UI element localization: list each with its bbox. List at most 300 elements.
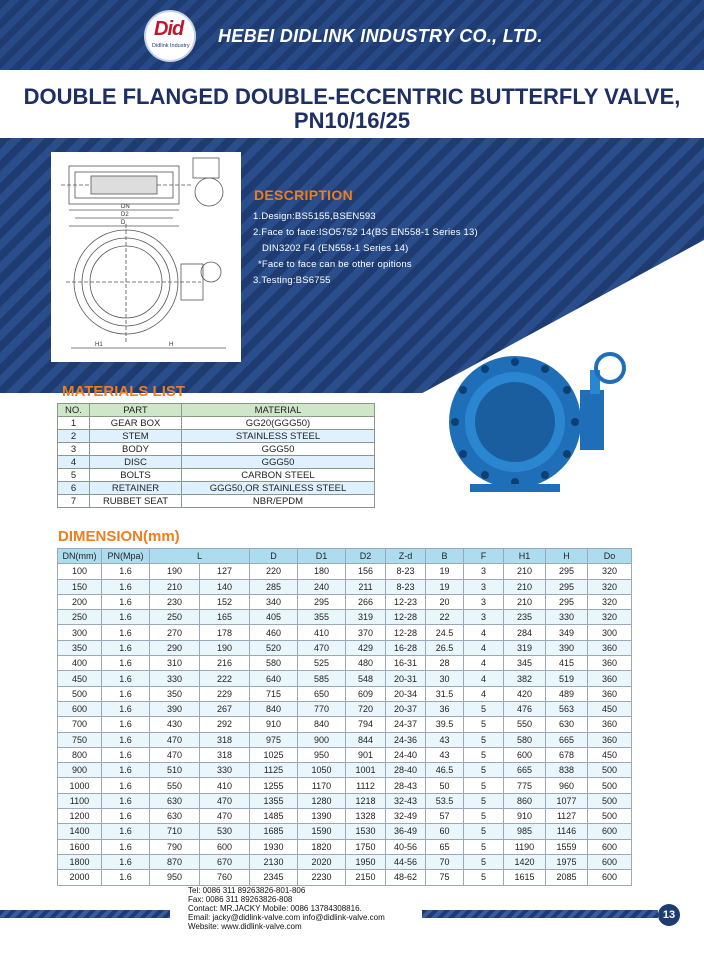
dimension-cell: 2230 xyxy=(298,870,346,885)
dimension-cell: 36 xyxy=(426,701,464,716)
dimension-cell: 1.6 xyxy=(102,717,150,732)
dimension-cell: 5 xyxy=(464,793,504,808)
dimension-cell: 5 xyxy=(464,839,504,854)
dimension-cell: 24-37 xyxy=(386,717,426,732)
table-row xyxy=(58,417,375,430)
dimension-cell: 500 xyxy=(588,778,632,793)
dimension-cell: 156 xyxy=(346,564,386,579)
dimension-cell: 2130 xyxy=(250,854,298,869)
dimension-cell: 1.6 xyxy=(102,610,150,625)
dimension-cell: 295 xyxy=(546,594,588,609)
dimension-cell: 210 xyxy=(504,579,546,594)
dimension-cell: 1001 xyxy=(346,763,386,778)
dimension-cell: 4 xyxy=(464,640,504,655)
page-number: 13 xyxy=(658,904,680,926)
dimension-cell: 140 xyxy=(200,579,250,594)
dimension-cell: 1975 xyxy=(546,854,588,869)
dimension-cell: 678 xyxy=(546,747,588,762)
dimension-cell: 470 xyxy=(200,793,250,808)
dimension-cell: 1.6 xyxy=(102,594,150,609)
company-name: HEBEI DIDLINK INDUSTRY CO., LTD. xyxy=(218,26,543,46)
dimension-cell: 24-36 xyxy=(386,732,426,747)
dimension-cell: 216 xyxy=(200,656,250,671)
dimension-cell: 65 xyxy=(426,839,464,854)
dimension-cell: 295 xyxy=(546,579,588,594)
materials-cell: 4 xyxy=(58,456,90,469)
dimension-cell: 210 xyxy=(504,594,546,609)
materials-cell: 5 xyxy=(58,469,90,482)
dimension-cell: 470 xyxy=(298,640,346,655)
dimension-cell: 870 xyxy=(150,854,200,869)
dimension-cell: 43 xyxy=(426,747,464,762)
dimension-cell: 630 xyxy=(546,717,588,732)
dimension-cell: 1590 xyxy=(298,824,346,839)
dimension-cell: 44-56 xyxy=(386,854,426,869)
dimension-cell: 665 xyxy=(546,732,588,747)
materials-cell: GGG50,OR STAINLESS STEEL xyxy=(182,482,375,495)
dimension-cell: 295 xyxy=(298,594,346,609)
dimension-cell: 319 xyxy=(346,610,386,625)
table-row xyxy=(58,430,375,443)
dimension-cell: 320 xyxy=(588,564,632,579)
dimension-cell: 53.5 xyxy=(426,793,464,808)
table-row xyxy=(58,747,632,762)
dimension-cell: 1820 xyxy=(298,839,346,854)
dimension-cell: 600 xyxy=(200,839,250,854)
dimension-cell: 450 xyxy=(588,747,632,762)
dimension-cell: 240 xyxy=(298,579,346,594)
dimension-cell: 1.6 xyxy=(102,809,150,824)
dimension-cell: 519 xyxy=(546,671,588,686)
dimension-cell: 1190 xyxy=(504,839,546,854)
dimension-cell: 60 xyxy=(426,824,464,839)
description-line: *Face to face can be other opitions xyxy=(258,259,412,270)
drawing-label-d: D xyxy=(121,220,126,226)
dimension-cell: 12-23 xyxy=(386,594,426,609)
dimension-cell: 1355 xyxy=(250,793,298,808)
dimension-cell: 1.6 xyxy=(102,747,150,762)
dimension-cell: 284 xyxy=(504,625,546,640)
description-line: DIN3202 F4 (EN558-1 Series 14) xyxy=(262,243,409,254)
materials-table xyxy=(57,403,375,508)
footer-line: Website: www.didlink-valve.com xyxy=(188,922,302,931)
materials-header-cell: MATERIAL xyxy=(182,404,375,417)
dimension-cell: 720 xyxy=(346,701,386,716)
dimension-cell: 1.6 xyxy=(102,824,150,839)
dimension-cell: 28-43 xyxy=(386,778,426,793)
dimension-cell: 350 xyxy=(58,640,102,655)
dimension-cell: 901 xyxy=(346,747,386,762)
table-row xyxy=(58,763,632,778)
dimension-cell: 270 xyxy=(150,625,200,640)
footer-line: Email: jacky@didlink-valve.com info@didlink-valve.com xyxy=(188,913,385,922)
dimension-cell: 300 xyxy=(58,625,102,640)
dimension-header-cell: H xyxy=(546,549,588,564)
dimension-cell: 550 xyxy=(150,778,200,793)
dimension-cell: 1127 xyxy=(546,809,588,824)
dimension-cell: 12-28 xyxy=(386,625,426,640)
footer-line: Fax: 0086 311 89263826-808 xyxy=(188,895,293,904)
dimension-cell: 775 xyxy=(504,778,546,793)
dimension-header-cell: Z-d xyxy=(386,549,426,564)
dimension-cell: 1390 xyxy=(298,809,346,824)
dimension-cell: 1170 xyxy=(298,778,346,793)
logo-mark: Did xyxy=(154,18,184,40)
dimension-cell: 1.6 xyxy=(102,701,150,716)
dimension-cell: 480 xyxy=(346,656,386,671)
dimension-cell: 5 xyxy=(464,701,504,716)
dimension-cell: 585 xyxy=(298,671,346,686)
dimension-cell: 600 xyxy=(588,854,632,869)
table-row xyxy=(58,564,632,579)
dimension-cell: 4 xyxy=(464,656,504,671)
dimension-cell: 2150 xyxy=(346,870,386,885)
dimension-cell: 267 xyxy=(200,701,250,716)
dimension-cell: 476 xyxy=(504,701,546,716)
table-row xyxy=(58,656,632,671)
table-row xyxy=(58,732,632,747)
dimension-cell: 960 xyxy=(546,778,588,793)
dimension-cell: 16-28 xyxy=(386,640,426,655)
dimension-cell: 510 xyxy=(150,763,200,778)
dimension-cell: 900 xyxy=(58,763,102,778)
dimension-cell: 250 xyxy=(150,610,200,625)
materials-cell: RETAINER xyxy=(90,482,182,495)
dimension-cell: 710 xyxy=(150,824,200,839)
dimension-cell: 1420 xyxy=(504,854,546,869)
table-row xyxy=(58,809,632,824)
dimension-heading: DIMENSION(mm) xyxy=(58,528,180,545)
dimension-cell: 5 xyxy=(464,824,504,839)
dimension-cell: 470 xyxy=(150,732,200,747)
dimension-cell: 1400 xyxy=(58,824,102,839)
butterfly-valve-icon xyxy=(440,350,640,500)
dimension-cell: 520 xyxy=(250,640,298,655)
dimension-cell: 1255 xyxy=(250,778,298,793)
dimension-cell: 1025 xyxy=(250,747,298,762)
description-line: 3.Testing:BS6755 xyxy=(253,275,331,286)
table-row xyxy=(58,456,375,469)
dimension-cell: 250 xyxy=(58,610,102,625)
dimension-cell: 700 xyxy=(58,717,102,732)
dimension-cell: 1.6 xyxy=(102,839,150,854)
dimension-cell: 4 xyxy=(464,671,504,686)
dimension-cell: 1.6 xyxy=(102,870,150,885)
dimension-cell: 150 xyxy=(58,579,102,594)
dimension-cell: 1950 xyxy=(346,854,386,869)
dimension-cell: 5 xyxy=(464,717,504,732)
dimension-cell: 5 xyxy=(464,809,504,824)
table-row xyxy=(58,594,632,609)
materials-cell: GGG50 xyxy=(182,443,375,456)
dimension-cell: 650 xyxy=(298,686,346,701)
dimension-header-cell: D xyxy=(250,549,298,564)
dimension-cell: 580 xyxy=(504,732,546,747)
materials-cell: CARBON STEEL xyxy=(182,469,375,482)
dimension-cell: 1218 xyxy=(346,793,386,808)
dimension-cell: 415 xyxy=(546,656,588,671)
dimension-cell: 220 xyxy=(250,564,298,579)
dimension-cell: 200 xyxy=(58,594,102,609)
dimension-cell: 211 xyxy=(346,579,386,594)
dimension-cell: 450 xyxy=(58,671,102,686)
dimension-cell: 5 xyxy=(464,747,504,762)
dimension-cell: 360 xyxy=(588,671,632,686)
footer-bar-right xyxy=(422,910,658,918)
dimension-cell: 16-31 xyxy=(386,656,426,671)
dimension-cell: 19 xyxy=(426,564,464,579)
dimension-cell: 910 xyxy=(504,809,546,824)
dimension-cell: 1559 xyxy=(546,839,588,854)
dimension-cell: 43 xyxy=(426,732,464,747)
dimension-cell: 46.5 xyxy=(426,763,464,778)
table-row xyxy=(58,640,632,655)
dimension-cell: 1.6 xyxy=(102,564,150,579)
dimension-cell: 600 xyxy=(588,839,632,854)
dimension-cell: 420 xyxy=(504,686,546,701)
materials-cell: DISC xyxy=(90,456,182,469)
table-row xyxy=(58,469,375,482)
dimension-cell: 1530 xyxy=(346,824,386,839)
dimension-cell: 500 xyxy=(588,763,632,778)
table-row xyxy=(58,870,632,885)
dimension-cell: 1.6 xyxy=(102,763,150,778)
dimension-cell: 1930 xyxy=(250,839,298,854)
dimension-cell: 975 xyxy=(250,732,298,747)
table-row xyxy=(58,854,632,869)
dimension-cell: 48-62 xyxy=(386,870,426,885)
dimension-cell: 600 xyxy=(588,870,632,885)
dimension-header-cell: F xyxy=(464,549,504,564)
dimension-cell: 910 xyxy=(250,717,298,732)
dimension-cell: 525 xyxy=(298,656,346,671)
dimension-cell: 190 xyxy=(200,640,250,655)
dimension-cell: 382 xyxy=(504,671,546,686)
dimension-cell: 360 xyxy=(588,732,632,747)
materials-cell: STAINLESS STEEL xyxy=(182,430,375,443)
table-row xyxy=(58,671,632,686)
drawing-label-d2: D2 xyxy=(121,212,129,218)
dimension-cell: 75 xyxy=(426,870,464,885)
table-row xyxy=(58,625,632,640)
dimension-header-cell: L xyxy=(150,549,250,564)
dimension-cell: 210 xyxy=(504,564,546,579)
dimension-cell: 295 xyxy=(546,564,588,579)
dimension-cell: 563 xyxy=(546,701,588,716)
dimension-cell: 28 xyxy=(426,656,464,671)
dimension-cell: 1000 xyxy=(58,778,102,793)
dimension-cell: 770 xyxy=(298,701,346,716)
table-row xyxy=(58,579,632,594)
dimension-cell: 1.6 xyxy=(102,671,150,686)
dimension-cell: 165 xyxy=(200,610,250,625)
dimension-cell: 370 xyxy=(346,625,386,640)
dimension-cell: 26.5 xyxy=(426,640,464,655)
materials-cell: 1 xyxy=(58,417,90,430)
dimension-cell: 320 xyxy=(588,594,632,609)
dimension-cell: 235 xyxy=(504,610,546,625)
dimension-cell: 300 xyxy=(588,625,632,640)
description-line: 1.Design:BS5155,BSEN593 xyxy=(253,211,376,222)
technical-drawing xyxy=(51,152,241,362)
dimension-cell: 320 xyxy=(588,579,632,594)
dimension-cell: 670 xyxy=(200,854,250,869)
dimension-cell: 20-31 xyxy=(386,671,426,686)
dimension-cell: 28-40 xyxy=(386,763,426,778)
page-title-line1: DOUBLE FLANGED DOUBLE-ECCENTRIC BUTTERFLY VALVE, xyxy=(23,84,681,109)
dimension-cell: 8-23 xyxy=(386,579,426,594)
dimension-cell: 70 xyxy=(426,854,464,869)
valve-drawing-icon xyxy=(51,152,241,362)
dimension-cell: 950 xyxy=(298,747,346,762)
table-row xyxy=(58,482,375,495)
dimension-cell: 57 xyxy=(426,809,464,824)
dimension-cell: 330 xyxy=(200,763,250,778)
dimension-cell: 844 xyxy=(346,732,386,747)
dimension-cell: 319 xyxy=(504,640,546,655)
materials-cell: GEAR BOX xyxy=(90,417,182,430)
dimension-header-cell: H1 xyxy=(504,549,546,564)
dimension-cell: 450 xyxy=(588,701,632,716)
dimension-cell: 5 xyxy=(464,870,504,885)
dimension-cell: 19 xyxy=(426,579,464,594)
materials-cell: NBR/EPDM xyxy=(182,495,375,508)
table-row xyxy=(58,495,375,508)
dimension-cell: 30 xyxy=(426,671,464,686)
dimension-cell: 330 xyxy=(546,610,588,625)
dimension-cell: 5 xyxy=(464,763,504,778)
dimension-cell: 1.6 xyxy=(102,793,150,808)
dimension-cell: 470 xyxy=(200,809,250,824)
dimension-cell: 665 xyxy=(504,763,546,778)
dimension-cell: 900 xyxy=(298,732,346,747)
dimension-cell: 152 xyxy=(200,594,250,609)
dimension-cell: 1112 xyxy=(346,778,386,793)
dimension-cell: 470 xyxy=(150,747,200,762)
dimension-cell: 360 xyxy=(588,686,632,701)
dimension-cell: 985 xyxy=(504,824,546,839)
dimension-cell: 2085 xyxy=(546,870,588,885)
dimension-cell: 410 xyxy=(298,625,346,640)
dimension-cell: 1.6 xyxy=(102,854,150,869)
dimension-cell: 3 xyxy=(464,610,504,625)
dimension-cell: 1.6 xyxy=(102,732,150,747)
dimension-cell: 285 xyxy=(250,579,298,594)
dimension-table xyxy=(57,548,632,886)
dimension-cell: 340 xyxy=(250,594,298,609)
dimension-cell: 1485 xyxy=(250,809,298,824)
dimension-cell: 1.6 xyxy=(102,656,150,671)
dimension-cell: 330 xyxy=(150,671,200,686)
dimension-cell: 760 xyxy=(200,870,250,885)
dimension-cell: 12-28 xyxy=(386,610,426,625)
dimension-cell: 1050 xyxy=(298,763,346,778)
dimension-cell: 429 xyxy=(346,640,386,655)
dimension-cell: 318 xyxy=(200,747,250,762)
dimension-cell: 715 xyxy=(250,686,298,701)
dimension-cell: 290 xyxy=(150,640,200,655)
dimension-cell: 430 xyxy=(150,717,200,732)
dimension-cell: 5 xyxy=(464,732,504,747)
table-row xyxy=(58,610,632,625)
dimension-cell: 1.6 xyxy=(102,625,150,640)
dimension-cell: 790 xyxy=(150,839,200,854)
dimension-cell: 950 xyxy=(150,870,200,885)
table-row xyxy=(58,443,375,456)
company-logo xyxy=(146,12,194,60)
dimension-cell: 318 xyxy=(200,732,250,747)
dimension-cell: 1.6 xyxy=(102,640,150,655)
dimension-cell: 410 xyxy=(200,778,250,793)
table-row xyxy=(58,717,632,732)
materials-cell: 3 xyxy=(58,443,90,456)
dimension-cell: 210 xyxy=(150,579,200,594)
dimension-cell: 1077 xyxy=(546,793,588,808)
dimension-cell: 1615 xyxy=(504,870,546,885)
materials-header-cell: PART xyxy=(90,404,182,417)
dimension-cell: 548 xyxy=(346,671,386,686)
valve-photo xyxy=(440,350,640,500)
dimension-cell: 530 xyxy=(200,824,250,839)
dimension-cell: 4 xyxy=(464,686,504,701)
dimension-cell: 800 xyxy=(58,747,102,762)
table-row xyxy=(58,701,632,716)
materials-cell: BODY xyxy=(90,443,182,456)
materials-cell: 6 xyxy=(58,482,90,495)
materials-cell: BOLTS xyxy=(90,469,182,482)
dimension-cell: 1.6 xyxy=(102,778,150,793)
dimension-cell: 400 xyxy=(58,656,102,671)
dimension-cell: 20-34 xyxy=(386,686,426,701)
dimension-cell: 4 xyxy=(464,625,504,640)
dimension-cell: 1200 xyxy=(58,809,102,824)
dimension-cell: 360 xyxy=(588,656,632,671)
dimension-cell: 2000 xyxy=(58,870,102,885)
dimension-cell: 600 xyxy=(588,824,632,839)
dimension-cell: 50 xyxy=(426,778,464,793)
dimension-cell: 390 xyxy=(150,701,200,716)
dimension-cell: 630 xyxy=(150,809,200,824)
dimension-header-cell: PN(Mpa) xyxy=(102,549,150,564)
drawing-label-h1: H1 xyxy=(95,342,103,348)
dimension-cell: 1100 xyxy=(58,793,102,808)
description-heading: DESCRIPTION xyxy=(254,187,353,203)
dimension-cell: 360 xyxy=(588,640,632,655)
dimension-cell: 266 xyxy=(346,594,386,609)
footer-bar-left xyxy=(0,910,170,918)
dimension-cell: 127 xyxy=(200,564,250,579)
dimension-cell: 310 xyxy=(150,656,200,671)
drawing-label-h: H xyxy=(169,342,174,348)
materials-header-cell: NO. xyxy=(58,404,90,417)
dimension-cell: 2020 xyxy=(298,854,346,869)
dimension-cell: 580 xyxy=(250,656,298,671)
materials-heading: MATERIALS LIST xyxy=(62,383,186,400)
footer-line: Contact: MR.JACKY Mobile: 0086 13784308816. xyxy=(188,904,362,913)
dimension-cell: 222 xyxy=(200,671,250,686)
dimension-cell: 840 xyxy=(250,701,298,716)
materials-cell: GGG50 xyxy=(182,456,375,469)
dimension-cell: 3 xyxy=(464,579,504,594)
dimension-cell: 292 xyxy=(200,717,250,732)
table-row xyxy=(58,686,632,701)
dimension-cell: 750 xyxy=(58,732,102,747)
dimension-header-row xyxy=(58,549,632,564)
dimension-cell: 489 xyxy=(546,686,588,701)
dimension-cell: 2345 xyxy=(250,870,298,885)
dimension-header-cell: D1 xyxy=(298,549,346,564)
dimension-cell: 405 xyxy=(250,610,298,625)
